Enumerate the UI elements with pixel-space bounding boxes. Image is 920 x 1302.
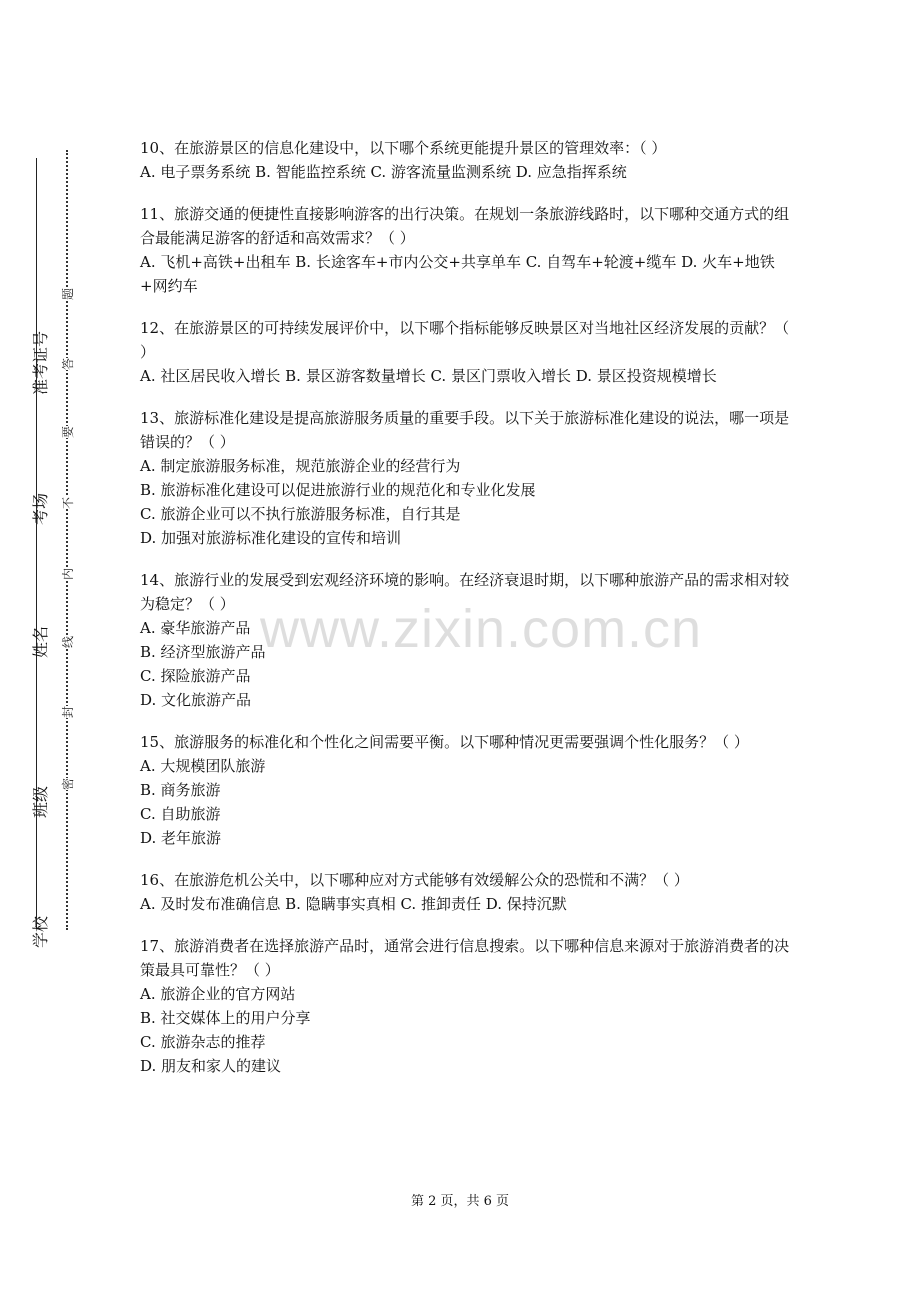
seal-dotted-line [66,150,68,930]
option-c: C. 旅游杂志的推荐 [140,1033,266,1051]
seal-char: 密 [58,778,77,790]
seal-char: 封 [58,706,77,718]
seal-char: 内 [58,568,77,580]
option-line: A. 及时发布准确信息 B. 隐瞒事实真相 C. 推卸责任 D. 保持沉默 [140,895,567,913]
question-15 [140,730,790,850]
option-a: A. 大规模团队旅游 [140,757,266,775]
option-d: D. 朋友和家人的建议 [140,1057,282,1075]
seal-char: 线 [58,636,77,648]
field-label-name: 姓名 [31,625,50,658]
question-list [140,136,790,1096]
question-stem: 14、旅游行业的发展受到宏观经济环境的影响。在经济衰退时期，以下哪种旅游产品的需求相对较为稳定？（ ） [140,571,790,613]
option-a: A. 制定旅游服务标准，规范旅游企业的经营行为 [140,457,461,475]
question-14 [140,568,790,712]
question-12 [140,316,790,388]
option-c: C. 自助旅游 [140,805,221,823]
option-b: B. 经济型旅游产品 [140,643,266,661]
seal-char: 答 [58,358,77,370]
option-line: A. 社区居民收入增长 B. 景区游客数量增长 C. 景区门票收入增长 D. 景区投资规模增长 [140,367,717,385]
binding-margin [0,0,80,1302]
question-11 [140,202,790,298]
seal-char: 不 [58,497,77,509]
question-stem: 11、旅游交通的便捷性直接影响游客的出行决策。在规划一条旅游线路时，以下哪种交通方式的组合最能满足游客的舒适和高效需求？（ ） [140,205,790,247]
option-c: C. 探险旅游产品 [140,667,251,685]
seal-char: 题 [58,288,77,300]
field-label-school: 学校 [31,915,50,948]
option-a: A. 旅游企业的官方网站 [140,985,296,1003]
option-a: A. 豪华旅游产品 [140,619,251,637]
watermark: www.zixin.com.cn [260,599,703,659]
field-label-exam-room: 考场 [31,492,50,525]
option-d: D. 老年旅游 [140,829,222,847]
page-number-footer: 第 2 页，共 6 页 [410,1194,510,1209]
option-c: C. 旅游企业可以不执行旅游服务标准，自行其是 [140,505,461,523]
option-line: A. 电子票务系统 B. 智能监控系统 C. 游客流量监测系统 D. 应急指挥系统 [140,163,627,181]
question-17 [140,934,790,1078]
question-stem: 15、旅游服务的标准化和个性化之间需要平衡。以下哪种情况更需要强调个性化服务？（ ） [140,733,749,751]
question-stem: 17、旅游消费者在选择旅游产品时，通常会进行信息搜索。以下哪种信息来源对于旅游消费者的决策最具可靠性？（ ） [140,937,790,979]
question-stem: 13、旅游标准化建设是提高旅游服务质量的重要手段。以下关于旅游标准化建设的说法，哪一项是错误的？（ ） [140,409,790,451]
option-d: D. 加强对旅游标准化建设的宣传和培训 [140,529,402,547]
option-b: B. 旅游标准化建设可以促进旅游行业的规范化和专业化发展 [140,481,536,499]
question-stem: 10、在旅游景区的信息化建设中，以下哪个系统更能提升景区的管理效率：（ ） [140,139,667,157]
option-line: A. 飞机+高铁+出租车 B. 长途客车+市内公交+共享单车 C. 自驾车+轮渡+缆车 D. 火车+地铁+网约车 [140,253,775,295]
field-label-class: 班级 [31,785,50,818]
question-stem: 12、在旅游景区的可持续发展评价中，以下哪个指标能够反映景区对当地社区经济发展的贡献？（ ） [140,319,790,361]
question-16 [140,868,790,916]
question-10 [140,136,790,184]
seal-char: 要 [58,426,77,438]
option-d: D. 文化旅游产品 [140,691,252,709]
option-b: B. 社交媒体上的用户分享 [140,1009,311,1027]
option-b: B. 商务旅游 [140,781,221,799]
question-stem: 16、在旅游危机公关中，以下哪种应对方式能够有效缓解公众的恐慌和不满？（ ） [140,871,689,889]
question-13 [140,406,790,550]
field-label-admission-number: 准考证号 [31,330,50,395]
